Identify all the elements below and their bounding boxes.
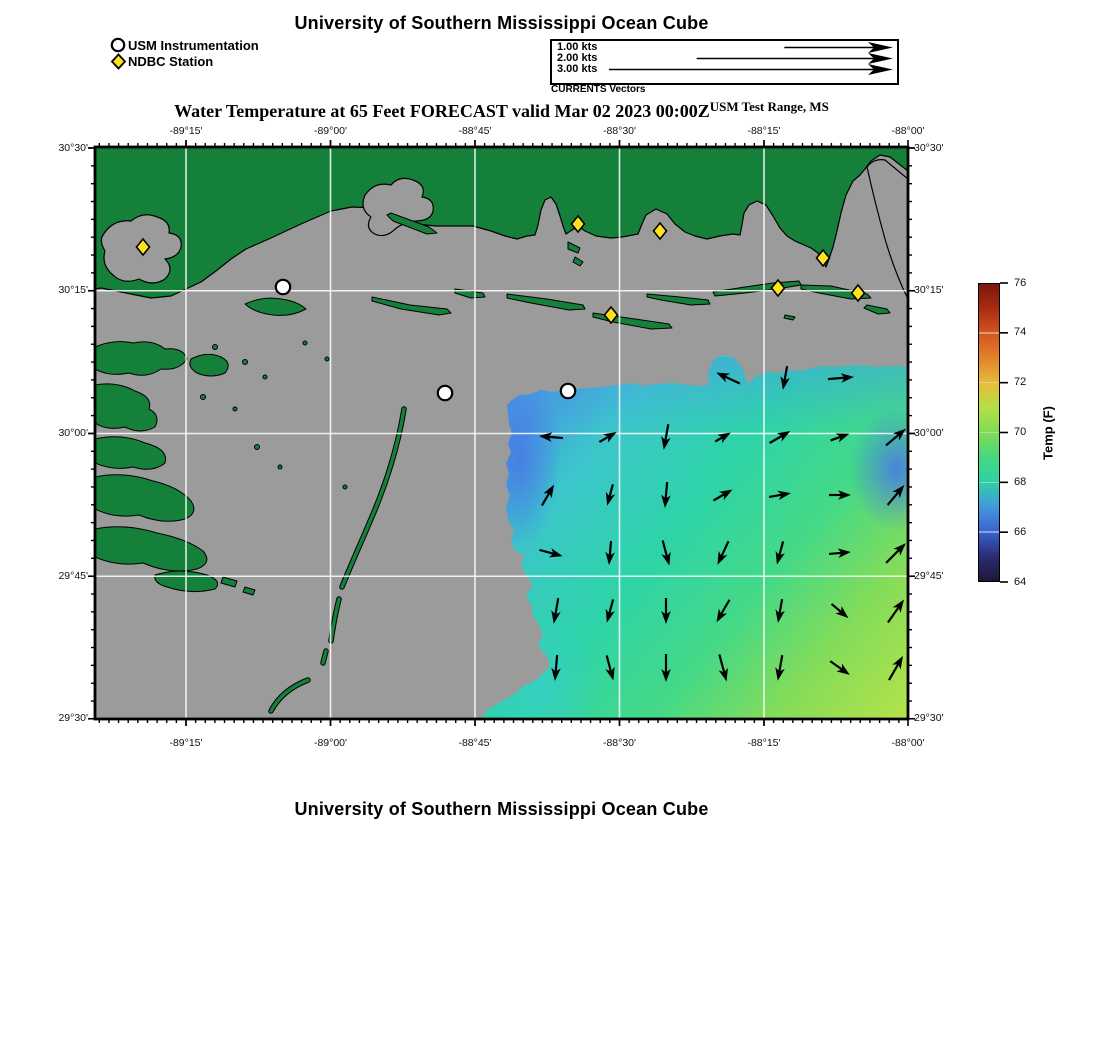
arrow-tail [829,553,842,554]
y-tick-label: 30°00' [914,427,944,439]
x-tick-label: -88°15' [747,125,781,137]
y-tick-label: 29°45' [58,569,88,582]
diamond-marker-icon [110,53,128,70]
currents-scale-arrows [552,41,897,83]
currents-caption: CURRENTS Vectors [551,84,646,95]
currents-scale-label: 3.00 kts [557,63,598,75]
currents-scale-box [550,39,899,85]
legend-item-label: NDBC Station [128,53,214,69]
colorbar-ticks [1000,278,1014,588]
map-content [95,147,920,731]
currents-scale-label: 1.00 kts [557,41,598,53]
usm-station-marker [561,384,575,398]
x-tick-label: -88°00' [891,125,925,137]
circle-marker-icon [110,37,128,54]
x-tick-label: -89°00' [313,737,348,749]
x-tick-label: -88°00' [891,737,925,749]
arrow-tail [548,437,563,438]
colorbar-gridline [979,432,999,434]
x-tick-label: -89°15' [169,737,203,749]
top-title-row [0,13,1003,34]
arrow-tail [666,482,667,499]
y-tick-label: 29°30' [58,712,88,725]
y-tick-label: 30°30' [914,141,944,154]
colorbar-gridline [979,332,999,334]
colorbar-tick-label: 66 [1014,525,1027,538]
x-tick-label: -89°00' [313,125,348,137]
colorbar-tick-label: 72 [1014,376,1027,389]
x-tick-label: -88°15' [747,737,781,749]
page-title: University of Southern Mississippi Ocean Cube [294,13,709,33]
colorbar-axis-label: Temp (F) [1040,406,1056,460]
colorbar-tick-label: 70 [1014,426,1027,438]
colorbar-gridline [979,531,999,533]
y-tick-label: 29°30' [914,712,944,725]
usm-station-marker [276,280,290,294]
colorbar-tick-label: 64 [1014,575,1027,588]
footer-title-row [0,799,1003,820]
arrow-tail [828,378,845,379]
y-tick-label: 30°00' [58,427,88,439]
colorbar-tick-label: 74 [1014,326,1027,339]
map-subtitle: Water Temperature at 65 Feet FORECAST valid Mar 02 2023 00:00Z [174,101,710,121]
legend-item-ndbc [110,53,259,69]
x-tick-label: -88°45' [458,737,492,749]
x-tick-label: -88°30' [602,125,637,137]
map-subtitle-annotation: USM Test Range, MS [709,99,829,114]
y-tick-label: 30°30' [58,141,88,154]
legend-item-usm [110,37,259,53]
arrow-tail [556,655,557,672]
y-tick-label: 29°45' [914,569,944,582]
currents-scale-label: 2.00 kts [557,52,598,64]
footer-title: University of Southern Mississippi Ocean Cube [294,799,709,819]
colorbar-tick-label: 68 [1014,475,1027,488]
station-legend [110,37,259,69]
x-tick-label: -89°15' [169,125,203,137]
colorbar-tick-label: 76 [1014,276,1027,289]
subtitle-row [0,99,1003,122]
x-tick-label: -88°30' [602,737,637,749]
colorbar-gridline [979,482,999,484]
colorbar-gridline [979,382,999,384]
legend-item-label: USM Instrumentation [128,37,259,53]
x-tick-label: -88°45' [458,125,492,137]
usm-station-marker [438,386,452,400]
y-tick-label: 30°15' [914,284,944,297]
y-tick-label: 30°15' [58,284,88,297]
arrow-tail [610,541,611,556]
map-plot [83,135,920,731]
